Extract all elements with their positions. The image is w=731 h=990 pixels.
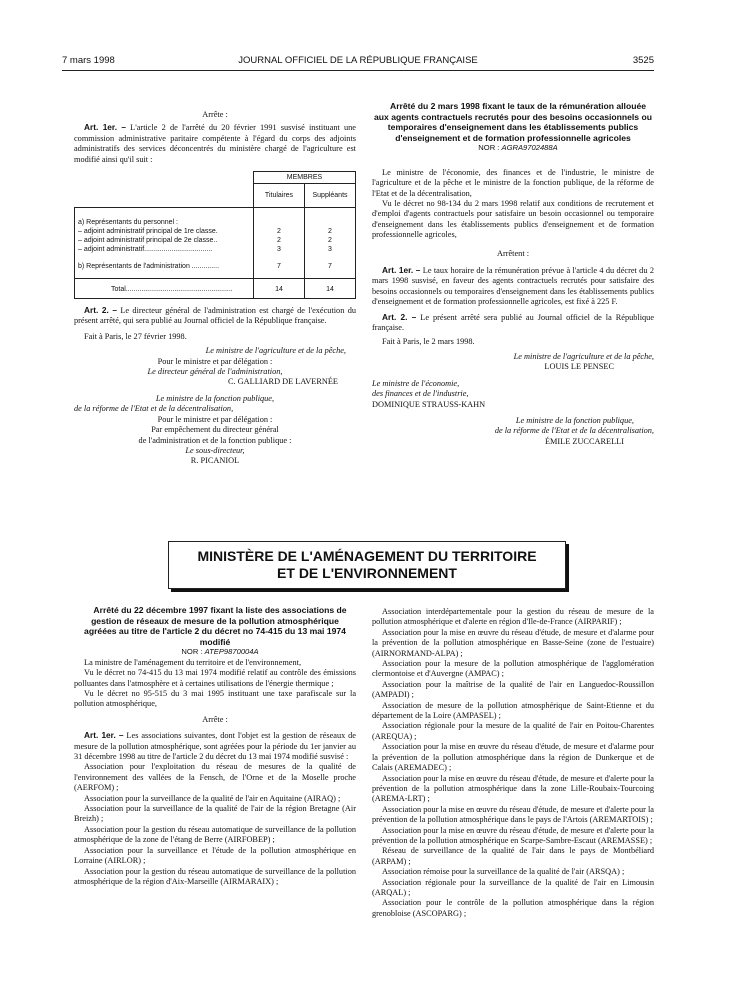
signature-title: Le directeur général de l'administration, bbox=[147, 367, 283, 377]
table-cell: b) Représentants de l'administration .............. bbox=[78, 263, 220, 271]
nor-code: ATEP9870004A bbox=[204, 647, 259, 657]
table-cell: 7 bbox=[277, 263, 281, 271]
signature-delegation: Pour le ministre et par délégation : bbox=[157, 414, 273, 424]
signature-title: Le ministre de l'économie, bbox=[372, 378, 460, 388]
table-col-header: Suppléants bbox=[305, 184, 356, 208]
page-header bbox=[62, 55, 654, 69]
table-cell: 3 bbox=[277, 246, 281, 254]
table-cell: 2 bbox=[328, 237, 332, 245]
visa: Vu le décret no 74-415 du 13 mai 1974 modifié relatif au contrôle des émissions polluantes dans l'atmosphère et à certaines utilisations de l'énergie thermique ; bbox=[74, 668, 356, 688]
list-item: Association pour la mise en œuvre du réseau d'étude, de mesure et d'alerte pour la prévention de la pollution atmosphérique dans le pays de l'Artois (AREMARTOIS) ; bbox=[372, 804, 654, 825]
header-journal-title: JOURNAL OFFICIEL DE LA RÉPUBLIQUE FRANÇAISE bbox=[238, 55, 478, 66]
table-cell: 14 bbox=[305, 279, 356, 299]
nor-label: NOR : bbox=[181, 647, 203, 657]
fait-line: Fait à Paris, le 2 mars 1998. bbox=[382, 337, 475, 347]
visa: Vu le décret no 95-515 du 3 mai 1995 instituant une taxe parafiscale sur la pollution atmosphérique, bbox=[74, 689, 356, 709]
nor-reference bbox=[74, 647, 356, 657]
fait-line: Fait à Paris, le 27 février 1998. bbox=[84, 331, 187, 341]
table-col-header: Titulaires bbox=[254, 184, 305, 208]
table-cell: 2 bbox=[277, 228, 281, 236]
signatory-name: C. GALLIARD DE LAVERNÉE bbox=[227, 377, 338, 387]
right-top-column bbox=[372, 101, 654, 447]
list-item: Association pour la surveillance et l'étude de la pollution atmosphérique en Lorraine (AIRLOR) ; bbox=[74, 845, 356, 866]
ministry-line-2: ET DE L'ENVIRONNEMENT bbox=[277, 565, 457, 581]
list-item: Association régionale pour la mesure de la qualité de l'air en Poitou-Charentes (AREQUA) ; bbox=[372, 721, 654, 741]
arrete-heading: Arrête : bbox=[202, 110, 228, 119]
article-text: Le taux horaire de la rémunération prévue à l'article 4 du décret du 2 mars 1998 susvisé, en faveur des agents contractuels recrutés pour satisfaire des besoins occasionnels ou temporaires d'enseignement dans les établissements publics d'enseignement et de formation professionnelle agricoles, est fixé à 225 F. bbox=[372, 266, 654, 307]
signature-title: Le ministre de l'agriculture et de la pêche, bbox=[205, 346, 346, 356]
signature-delegation: de l'administration et de la fonction publique : bbox=[138, 435, 292, 445]
table-cell: – adjoint administratif................................... bbox=[78, 246, 213, 254]
table-cell: 3 bbox=[328, 246, 332, 254]
list-item: Association pour l'exploitation du réseau de mesures de la qualité de l'environnement des vallées de la Fensch, de l'Orne et de la Moselle proche (AERFOM) ; bbox=[74, 762, 356, 793]
article-1 bbox=[372, 265, 654, 308]
arretent-heading: Arrêtent : bbox=[496, 248, 530, 258]
table-cell: Total....................................................... bbox=[75, 279, 254, 299]
table-total-row bbox=[75, 279, 356, 299]
list-item: Association de mesure de la pollution atmosphérique de Saint-Etienne et du département de la Loire (AMPASEL) ; bbox=[372, 700, 654, 721]
table-cell: 14 bbox=[254, 279, 305, 299]
table-cell: a) Représentants du personnel : bbox=[78, 219, 179, 227]
signature-title: Le ministre de la fonction publique, bbox=[155, 393, 275, 403]
list-item: Association interdépartementale pour la gestion du réseau de mesure de la pollution atmosphérique et d'alerte en région d'Ile-de-France (AIRPARIF) ; bbox=[372, 607, 654, 627]
list-item: Association pour la gestion du réseau automatique de surveillance de la pollution atmosphérique de la zone de l'étang de Berre (AIRFOBEP) ; bbox=[74, 824, 356, 845]
ministry-line-1: MINISTÈRE DE L'AMÉNAGEMENT DU TERRITOIRE bbox=[197, 548, 537, 564]
signature-title: Le ministre de la fonction publique, bbox=[515, 415, 634, 425]
signature-title: des finances et de l'industrie, bbox=[372, 389, 469, 399]
nor-code: AGRA9702488A bbox=[501, 143, 558, 153]
decree-title: Arrêté du 22 décembre 1997 fixant la liste des associations de gestion de réseaux de mesure de la pollution atmosphérique agréées au titre de l'article 2 du décret no 74-415 du 13 mai 1974 modifié bbox=[84, 605, 347, 647]
article-text: L'article 2 de l'arrêté du 20 février 1991 susvisé instituant une commission administrative paritaire compétente à l'égard du corps des adjoints administratifs des services déconcentrés du ministère chargé de l'agriculture est modifié ainsi qu'il suit : bbox=[74, 123, 356, 164]
list-item: Réseau de surveillance de la qualité de l'air dans le pays de Montbéliard (ARPAM) ; bbox=[372, 846, 654, 866]
right-bottom-column bbox=[372, 607, 654, 919]
list-item: Association pour la maîtrise de la qualité de l'air en Languedoc-Roussillon (AMPADI) ; bbox=[372, 679, 654, 700]
article-label: Art. 1er. – bbox=[84, 730, 124, 741]
table-cell: 2 bbox=[277, 237, 281, 245]
article-text: Le directeur général de l'administration est chargé de l'exécution du présent arrêté, qui sera publié au Journal officiel de la République française. bbox=[74, 306, 356, 326]
list-item: Association pour la gestion du réseau automatique de surveillance de la pollution atmosphérique de la région d'Aix-Marseille (AIRMARAIX) ; bbox=[74, 866, 356, 886]
signature-delegation: Par empêchement du directeur général bbox=[151, 425, 279, 435]
list-item: Association pour la mise en œuvre du réseau d'étude, de mesure et d'alarme pour la prévention de la pollution atmosphérique dans la région de Dunkerque et de Calais (AREMADEC) ; bbox=[372, 742, 654, 773]
nor-label: NOR : bbox=[478, 143, 500, 153]
nor-reference bbox=[372, 143, 654, 153]
header-page-number: 3525 bbox=[632, 55, 654, 66]
ministry-heading-box bbox=[168, 541, 566, 589]
list-item: Association régionale pour la surveillance de la qualité de l'air en Limousin (ARQAL) ; bbox=[372, 877, 654, 897]
preamble: Le ministre de l'économie, des finances et de l'industrie, le ministre de l'agriculture et de la pêche et le ministre de la fonction publique, de la réforme de l'Etat et de la décentralisation, bbox=[372, 167, 654, 198]
list-item: Association pour la mise en œuvre du réseau d'étude, de mesure et d'alarme pour la prévention de la pollution atmosphérique en Basse-Seine (zone de l'estuaire) (AIRNORMAND-ALPA) ; bbox=[372, 627, 654, 658]
article-label: Art. 1er. – bbox=[84, 122, 127, 133]
visa: Vu le décret no 98-134 du 2 mars 1998 relatif aux conditions de recrutement et d'emploi d'agents contractuels pour satisfaire un besoin occasionnel ou temporaire d'enseignement dans les établissements publics d'enseignement et de formation professionnelle agricoles, bbox=[372, 199, 654, 240]
article-2 bbox=[74, 305, 356, 327]
list-item: Association pour la surveillance de la qualité de l'air en Aquitaine (AIRAQ) ; bbox=[84, 793, 341, 803]
decree-title: Arrêté du 2 mars 1998 fixant le taux de la rémunération allouée aux agents contractuels recrutés pour des besoins occasionnels ou temporaires d'enseignement dans les établissements publics d'enseignement et de formation professionnelle agricoles bbox=[374, 101, 652, 143]
article-1 bbox=[74, 730, 356, 762]
signatory-name: DOMINIQUE STRAUSS-KAHN bbox=[372, 399, 486, 409]
list-item: Association pour la mise en œuvre du réseau d'étude, de mesure et d'alerte pour la prévention de la pollution atmosphérique en Scarpe-Sambre-Escaut (AREMASSE) ; bbox=[372, 825, 654, 845]
table-row bbox=[75, 208, 356, 279]
list-item: Association pour le contrôle de la pollution atmosphérique dans la région grenobloise (ASCOPARG) ; bbox=[372, 898, 654, 918]
article-text: Le présent arrêté sera publié au Journal officiel de la République française. bbox=[372, 312, 654, 333]
header-rule bbox=[62, 70, 654, 71]
table-cell: – adjoint administratif principal de 2e classe.. bbox=[78, 237, 218, 245]
article-1 bbox=[74, 122, 356, 165]
header-date: 7 mars 1998 bbox=[62, 55, 115, 66]
signature-delegation: Pour le ministre et par délégation : bbox=[157, 356, 273, 366]
signature-title: de la réforme de l'Etat et de la décentralisation, bbox=[494, 426, 654, 436]
signatory-name: LOUIS LE PENSEC bbox=[544, 362, 614, 372]
table-cell: – adjoint administratif principal de 1re classe. bbox=[78, 228, 218, 236]
signatory-name: R. PICANIOL bbox=[190, 456, 240, 466]
table-cell: 2 bbox=[328, 228, 332, 236]
table-cell: 7 bbox=[328, 263, 332, 271]
list-item: Association pour la surveillance de la qualité de l'air de la région Bretagne (Air Breizh) ; bbox=[74, 804, 356, 824]
signature-title: Le sous-directeur, bbox=[185, 445, 245, 455]
list-item: Association pour la mise en œuvre du réseau d'étude, de mesure et d'alerte pour la prévention de la pollution atmosphérique dans la zone Lille-Roubaix-Tourcoing (AREMA-LRT) ; bbox=[372, 773, 654, 804]
signature-title: Le ministre de l'agriculture et de la pêche, bbox=[513, 351, 654, 361]
signatory-name: ÉMILE ZUCCARELLI bbox=[544, 436, 624, 446]
article-text: Les associations suivantes, dont l'objet est la gestion de réseaux de mesure de la pollution atmosphérique, sont agréées pour la période du 1er janvier au 31 décembre 1998 au titre de l'article 2 du décret du 13 mai 1974 modifié susvisé : bbox=[74, 731, 356, 762]
list-item: Association rémoise pour la surveillance de la qualité de l'air (ARSQA) ; bbox=[382, 867, 625, 877]
preamble: La ministre de l'aménagement du territoire et de l'environnement, bbox=[84, 657, 302, 667]
arrete-heading: Arrête : bbox=[202, 714, 228, 724]
article-2 bbox=[372, 312, 654, 334]
members-table bbox=[74, 171, 356, 299]
article-label: Art. 2. – bbox=[84, 305, 117, 316]
table-corner bbox=[75, 172, 254, 208]
left-bottom-column bbox=[74, 605, 356, 887]
signature-title: de la réforme de l'Etat et de la décentralisation, bbox=[74, 404, 234, 414]
list-item: Association pour la mesure de la pollution atmosphérique de l'agglomération clermontoise et d'Auvergne (AMPAC) ; bbox=[372, 659, 654, 679]
article-label: Art. 1er. – bbox=[382, 265, 421, 276]
left-top-column bbox=[74, 110, 356, 467]
article-label: Art. 2. – bbox=[382, 311, 417, 322]
table-group-header: MEMBRES bbox=[254, 172, 356, 184]
